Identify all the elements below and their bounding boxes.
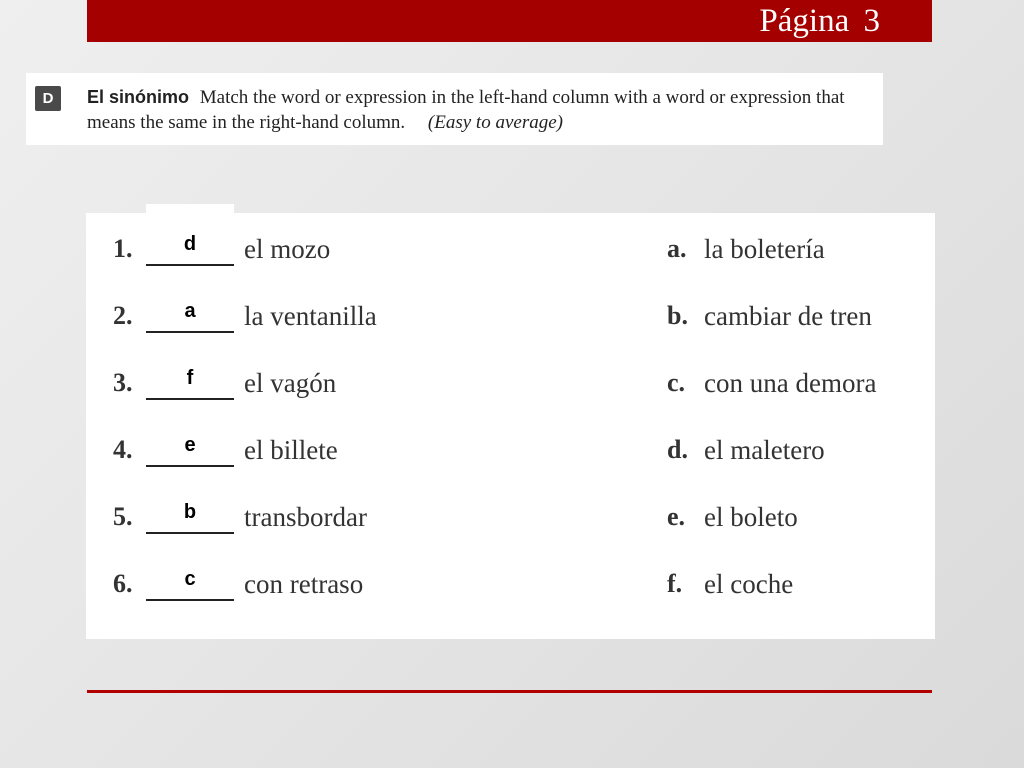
item-number: 6. — [113, 569, 133, 598]
answer-blank[interactable] — [146, 501, 234, 534]
term: con retraso — [244, 569, 364, 599]
exercise-row — [86, 502, 935, 542]
answer-blank[interactable] — [146, 367, 234, 400]
exercise-row — [86, 435, 935, 475]
item-number: 5. — [113, 502, 133, 531]
answer-value: e — [184, 434, 196, 456]
section-badge: D — [35, 86, 61, 111]
option-letter: e. — [667, 502, 686, 531]
answer-blank[interactable] — [146, 300, 234, 333]
item-number: 4. — [113, 435, 133, 464]
answer-blank[interactable] — [146, 568, 234, 601]
instructions-body: Match the word or expression in the left-hand column with a word or expression that means the same in the right-hand column. — [87, 87, 845, 133]
page-number-title: Página 3 — [759, 3, 880, 39]
item-number: 3. — [113, 368, 133, 397]
option-text: cambiar de tren — [704, 301, 872, 331]
term: el vagón — [244, 368, 337, 398]
answer-value: a — [184, 300, 196, 322]
option-letter: a. — [667, 234, 687, 263]
answer-value: f — [186, 367, 194, 389]
exercise-row — [86, 569, 935, 609]
instructions-heading: El sinónimo — [87, 87, 190, 107]
answer-value: b — [183, 501, 197, 523]
term: transbordar — [244, 502, 367, 532]
footer-divider — [87, 690, 932, 693]
exercise-row — [86, 234, 935, 274]
term: el billete — [244, 435, 338, 465]
exercise-row — [86, 301, 935, 341]
matching-exercise — [86, 213, 935, 639]
option-text: el coche — [704, 569, 794, 599]
option-letter: d. — [667, 435, 688, 464]
term: el mozo — [244, 234, 331, 264]
option-text: con una demora — [704, 368, 877, 398]
exercise-row — [86, 368, 935, 408]
item-number: 2. — [113, 301, 133, 330]
option-text: la boletería — [704, 234, 825, 264]
answer-blank[interactable] — [146, 434, 234, 467]
instructions-text — [87, 85, 882, 135]
term: la ventanilla — [244, 301, 377, 331]
option-text: el boleto — [704, 502, 798, 532]
header-bar — [87, 0, 932, 42]
option-letter: b. — [667, 301, 688, 330]
answer-value: d — [183, 233, 197, 255]
answer-blank[interactable] — [146, 233, 234, 266]
answer-value: c — [184, 568, 196, 590]
difficulty-note: (Easy to average) — [427, 112, 563, 133]
item-number: 1. — [113, 234, 133, 263]
option-letter: f. — [667, 569, 683, 598]
instructions-box — [26, 73, 883, 145]
option-text: el maletero — [704, 435, 825, 465]
option-letter: c. — [667, 368, 686, 397]
